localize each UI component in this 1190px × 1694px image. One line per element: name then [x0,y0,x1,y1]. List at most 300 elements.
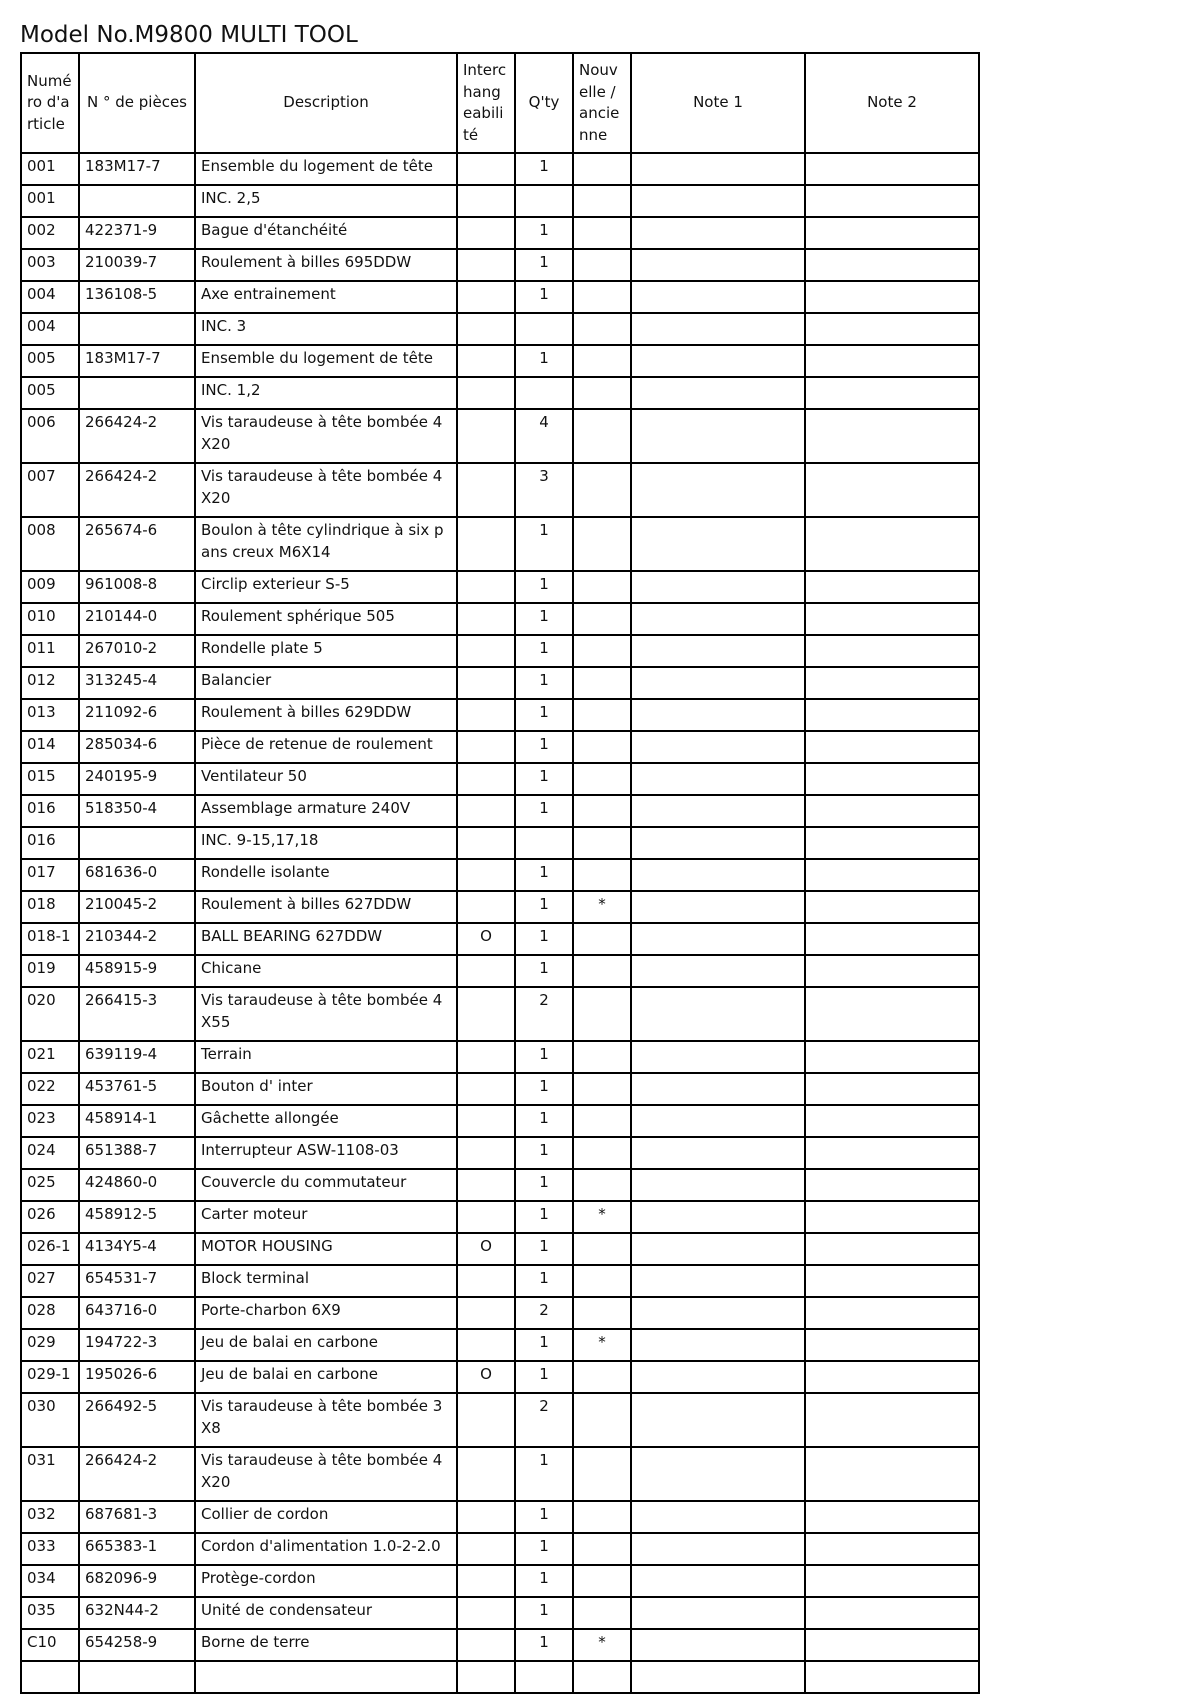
cell-interchangeability [457,517,515,571]
cell-part-number: 518350-4 [79,795,195,827]
cell-part-number: 458912-5 [79,1201,195,1233]
cell-description: Collier de cordon [195,1501,457,1533]
cell-part-number [79,313,195,345]
cell-new-old [573,1533,631,1565]
cell-interchangeability [457,1661,515,1693]
cell-item-number: 018 [21,891,79,923]
cell-quantity: 1 [515,1105,573,1137]
cell-note-1 [631,1169,805,1201]
table-row [21,517,979,571]
cell-interchangeability [457,153,515,185]
cell-item-number: 025 [21,1169,79,1201]
cell-interchangeability [457,281,515,313]
table-row [21,409,979,463]
cell-description [195,1661,457,1693]
cell-item-number: 031 [21,1447,79,1501]
table-row [21,699,979,731]
cell-interchangeability: O [457,923,515,955]
cell-description: Jeu de balai en carbone [195,1329,457,1361]
table-row [21,827,979,859]
table-row [21,987,979,1041]
cell-note-1 [631,1265,805,1297]
cell-description: Rondelle isolante [195,859,457,891]
cell-interchangeability [457,1393,515,1447]
cell-part-number: 266424-2 [79,409,195,463]
cell-part-number: 211092-6 [79,699,195,731]
cell-note-1 [631,1447,805,1501]
cell-part-number: 424860-0 [79,1169,195,1201]
cell-quantity: 1 [515,517,573,571]
cell-item-number: 005 [21,345,79,377]
cell-quantity: 1 [515,603,573,635]
header-item-number: Numéro d'article [21,53,79,153]
cell-quantity: 1 [515,699,573,731]
cell-part-number: 285034-6 [79,731,195,763]
cell-new-old: * [573,891,631,923]
cell-note-2 [805,987,979,1041]
cell-part-number: 210344-2 [79,923,195,955]
cell-interchangeability [457,1565,515,1597]
table-row [21,217,979,249]
cell-description: Roulement sphérique 505 [195,603,457,635]
cell-quantity: 1 [515,763,573,795]
cell-quantity: 1 [515,1201,573,1233]
cell-interchangeability [457,795,515,827]
cell-interchangeability [457,1265,515,1297]
cell-note-2 [805,1533,979,1565]
cell-note-2 [805,1265,979,1297]
cell-note-2 [805,281,979,313]
cell-part-number: 453761-5 [79,1073,195,1105]
cell-note-2 [805,1447,979,1501]
cell-item-number: 009 [21,571,79,603]
cell-description: Protège-cordon [195,1565,457,1597]
cell-part-number: 632N44-2 [79,1597,195,1629]
cell-note-1 [631,1201,805,1233]
cell-description: MOTOR HOUSING [195,1233,457,1265]
cell-interchangeability [457,463,515,517]
cell-quantity: 1 [515,1073,573,1105]
cell-item-number: 018-1 [21,923,79,955]
cell-description: Circlip exterieur S-5 [195,571,457,603]
cell-description: Chicane [195,955,457,987]
cell-item-number: 001 [21,153,79,185]
cell-note-1 [631,859,805,891]
cell-interchangeability [457,891,515,923]
cell-interchangeability [457,763,515,795]
cell-interchangeability: O [457,1361,515,1393]
cell-item-number: 017 [21,859,79,891]
cell-note-2 [805,699,979,731]
cell-part-number: 422371-9 [79,217,195,249]
cell-quantity: 2 [515,1393,573,1447]
cell-quantity: 1 [515,1447,573,1501]
cell-interchangeability [457,185,515,217]
cell-interchangeability [457,603,515,635]
header-note-2: Note 2 [805,53,979,153]
cell-note-2 [805,1393,979,1447]
cell-description: INC. 1,2 [195,377,457,409]
table-row [21,1265,979,1297]
cell-part-number: 210039-7 [79,249,195,281]
cell-part-number: 266424-2 [79,463,195,517]
cell-new-old [573,281,631,313]
cell-quantity: 1 [515,345,573,377]
table-row [21,1447,979,1501]
cell-description: Ensemble du logement de tête [195,153,457,185]
cell-note-2 [805,377,979,409]
cell-note-2 [805,185,979,217]
cell-quantity: 1 [515,1041,573,1073]
cell-item-number: 033 [21,1533,79,1565]
cell-interchangeability [457,859,515,891]
cell-item-number: 005 [21,377,79,409]
cell-item-number: 026-1 [21,1233,79,1265]
cell-new-old [573,1137,631,1169]
cell-item-number: C10 [21,1629,79,1661]
cell-quantity: 3 [515,463,573,517]
cell-quantity: 1 [515,1597,573,1629]
cell-note-2 [805,603,979,635]
cell-description: Vis taraudeuse à tête bombée 4X20 [195,409,457,463]
cell-quantity: 4 [515,409,573,463]
cell-note-1 [631,1297,805,1329]
cell-note-1 [631,1533,805,1565]
cell-item-number: 020 [21,987,79,1041]
cell-new-old: * [573,1629,631,1661]
cell-interchangeability [457,1041,515,1073]
table-row [21,1661,979,1693]
table-row [21,795,979,827]
header-quantity: Q'ty [515,53,573,153]
cell-note-1 [631,1501,805,1533]
cell-part-number: 458915-9 [79,955,195,987]
cell-note-2 [805,409,979,463]
cell-part-number: 266492-5 [79,1393,195,1447]
cell-new-old [573,1661,631,1693]
table-row [21,667,979,699]
cell-new-old [573,1447,631,1501]
cell-item-number: 029 [21,1329,79,1361]
cell-note-2 [805,827,979,859]
table-row [21,1361,979,1393]
table-row [21,153,979,185]
cell-note-2 [805,763,979,795]
cell-description: INC. 9-15,17,18 [195,827,457,859]
cell-item-number: 006 [21,409,79,463]
cell-description: BALL BEARING 627DDW [195,923,457,955]
cell-note-2 [805,955,979,987]
cell-item-number: 015 [21,763,79,795]
cell-note-1 [631,377,805,409]
table-row [21,1169,979,1201]
header-interchangeability: Interchangeabilité [457,53,515,153]
cell-new-old [573,377,631,409]
cell-part-number: 210045-2 [79,891,195,923]
cell-note-1 [631,1073,805,1105]
table-row [21,1041,979,1073]
cell-new-old [573,635,631,667]
cell-note-1 [631,987,805,1041]
table-row [21,1297,979,1329]
cell-description: Carter moteur [195,1201,457,1233]
header-part-number: N ° de pièces [79,53,195,153]
table-header-row [21,53,979,153]
parts-table-body [21,153,979,1693]
cell-item-number: 032 [21,1501,79,1533]
cell-note-2 [805,345,979,377]
cell-note-1 [631,891,805,923]
cell-note-2 [805,313,979,345]
table-row [21,1597,979,1629]
cell-description: Bague d'étanchéité [195,217,457,249]
cell-note-2 [805,1565,979,1597]
cell-note-2 [805,1297,979,1329]
cell-note-1 [631,923,805,955]
cell-note-2 [805,1137,979,1169]
cell-interchangeability [457,1105,515,1137]
cell-quantity: 1 [515,249,573,281]
cell-new-old [573,1565,631,1597]
cell-note-1 [631,313,805,345]
cell-note-2 [805,463,979,517]
cell-description: Roulement à billes 627DDW [195,891,457,923]
cell-note-2 [805,1661,979,1693]
cell-interchangeability [457,313,515,345]
cell-interchangeability [457,667,515,699]
cell-part-number: 210144-0 [79,603,195,635]
cell-item-number: 004 [21,281,79,313]
table-row [21,603,979,635]
table-row [21,1629,979,1661]
cell-part-number: 665383-1 [79,1533,195,1565]
cell-note-2 [805,1169,979,1201]
cell-description: Ensemble du logement de tête [195,345,457,377]
cell-interchangeability [457,827,515,859]
table-row [21,763,979,795]
table-row [21,1073,979,1105]
cell-note-1 [631,763,805,795]
cell-interchangeability [457,571,515,603]
cell-note-2 [805,1501,979,1533]
cell-description: Roulement à billes 629DDW [195,699,457,731]
cell-description: Gâchette allongée [195,1105,457,1137]
cell-part-number: 4134Y5-4 [79,1233,195,1265]
cell-part-number: 651388-7 [79,1137,195,1169]
cell-note-2 [805,1201,979,1233]
table-row [21,249,979,281]
cell-quantity [515,377,573,409]
cell-note-1 [631,517,805,571]
cell-note-2 [805,923,979,955]
cell-part-number: 195026-6 [79,1361,195,1393]
cell-description: INC. 3 [195,313,457,345]
cell-quantity: 1 [515,891,573,923]
cell-quantity [515,1661,573,1693]
cell-item-number: 019 [21,955,79,987]
cell-note-1 [631,699,805,731]
table-row [21,377,979,409]
cell-note-1 [631,345,805,377]
cell-item-number: 016 [21,827,79,859]
cell-item-number: 028 [21,1297,79,1329]
cell-part-number: 267010-2 [79,635,195,667]
table-row [21,1201,979,1233]
cell-item-number: 026 [21,1201,79,1233]
cell-part-number: 681636-0 [79,859,195,891]
cell-new-old [573,1361,631,1393]
cell-item-number: 007 [21,463,79,517]
cell-quantity: 1 [515,571,573,603]
cell-interchangeability [457,635,515,667]
cell-quantity: 1 [515,1137,573,1169]
cell-new-old [573,987,631,1041]
cell-new-old: * [573,1329,631,1361]
cell-note-1 [631,731,805,763]
cell-quantity: 1 [515,795,573,827]
cell-description: Vis taraudeuse à tête bombée 4X20 [195,1447,457,1501]
cell-note-1 [631,463,805,517]
cell-note-1 [631,1105,805,1137]
table-row [21,731,979,763]
table-row [21,185,979,217]
cell-new-old [573,409,631,463]
cell-new-old [573,1073,631,1105]
cell-note-2 [805,1073,979,1105]
cell-note-1 [631,795,805,827]
cell-interchangeability [457,1629,515,1661]
cell-item-number: 001 [21,185,79,217]
cell-new-old [573,217,631,249]
cell-note-2 [805,731,979,763]
cell-note-1 [631,635,805,667]
cell-note-2 [805,571,979,603]
cell-note-2 [805,1105,979,1137]
cell-part-number: 687681-3 [79,1501,195,1533]
table-row [21,1329,979,1361]
cell-item-number: 016 [21,795,79,827]
cell-part-number [79,377,195,409]
cell-quantity: 1 [515,1629,573,1661]
cell-interchangeability [457,1137,515,1169]
table-row [21,345,979,377]
cell-interchangeability [457,731,515,763]
cell-interchangeability [457,699,515,731]
table-row [21,1565,979,1597]
table-row [21,313,979,345]
cell-description: Axe entrainement [195,281,457,313]
cell-note-1 [631,1041,805,1073]
cell-description: Unité de condensateur [195,1597,457,1629]
cell-quantity: 1 [515,1265,573,1297]
cell-description: Interrupteur ASW-1108-03 [195,1137,457,1169]
cell-item-number: 027 [21,1265,79,1297]
cell-note-1 [631,571,805,603]
cell-note-1 [631,827,805,859]
cell-part-number: 654258-9 [79,1629,195,1661]
cell-description: Terrain [195,1041,457,1073]
cell-quantity [515,185,573,217]
cell-new-old [573,827,631,859]
cell-quantity: 1 [515,859,573,891]
cell-description: Vis taraudeuse à tête bombée 3X8 [195,1393,457,1447]
parts-table [20,52,980,1694]
cell-description: Borne de terre [195,1629,457,1661]
table-row [21,1393,979,1447]
cell-item-number: 024 [21,1137,79,1169]
cell-new-old [573,571,631,603]
cell-new-old [573,923,631,955]
cell-new-old [573,345,631,377]
cell-part-number: 654531-7 [79,1265,195,1297]
table-row [21,281,979,313]
cell-description: Jeu de balai en carbone [195,1361,457,1393]
cell-new-old [573,955,631,987]
cell-quantity: 1 [515,635,573,667]
cell-description: Rondelle plate 5 [195,635,457,667]
cell-item-number: 004 [21,313,79,345]
cell-part-number: 961008-8 [79,571,195,603]
cell-note-2 [805,1233,979,1265]
table-row [21,923,979,955]
cell-note-1 [631,1361,805,1393]
cell-item-number: 021 [21,1041,79,1073]
cell-new-old [573,603,631,635]
cell-description: Couvercle du commutateur [195,1169,457,1201]
cell-note-1 [631,955,805,987]
cell-item-number: 011 [21,635,79,667]
cell-description: Roulement à billes 695DDW [195,249,457,281]
cell-part-number: 313245-4 [79,667,195,699]
cell-note-1 [631,217,805,249]
cell-item-number [21,1661,79,1693]
cell-note-2 [805,217,979,249]
cell-part-number: 639119-4 [79,1041,195,1073]
cell-note-1 [631,1393,805,1447]
table-row [21,955,979,987]
cell-interchangeability [457,409,515,463]
cell-note-1 [631,185,805,217]
cell-new-old [573,185,631,217]
cell-new-old [573,1393,631,1447]
cell-quantity: 1 [515,923,573,955]
cell-part-number: 266424-2 [79,1447,195,1501]
cell-new-old [573,249,631,281]
table-row [21,1501,979,1533]
cell-item-number: 030 [21,1393,79,1447]
cell-note-2 [805,249,979,281]
table-row [21,891,979,923]
cell-quantity: 1 [515,1361,573,1393]
cell-new-old [573,1105,631,1137]
cell-note-2 [805,1329,979,1361]
cell-part-number: 183M17-7 [79,345,195,377]
cell-new-old [573,1041,631,1073]
cell-part-number [79,1661,195,1693]
cell-note-1 [631,1597,805,1629]
cell-interchangeability [457,1447,515,1501]
cell-new-old [573,1297,631,1329]
cell-interchangeability [457,955,515,987]
cell-item-number: 023 [21,1105,79,1137]
cell-item-number: 003 [21,249,79,281]
cell-quantity: 1 [515,1233,573,1265]
cell-quantity: 1 [515,1565,573,1597]
cell-new-old [573,1233,631,1265]
cell-new-old: * [573,1201,631,1233]
cell-quantity: 1 [515,1329,573,1361]
cell-item-number: 029-1 [21,1361,79,1393]
